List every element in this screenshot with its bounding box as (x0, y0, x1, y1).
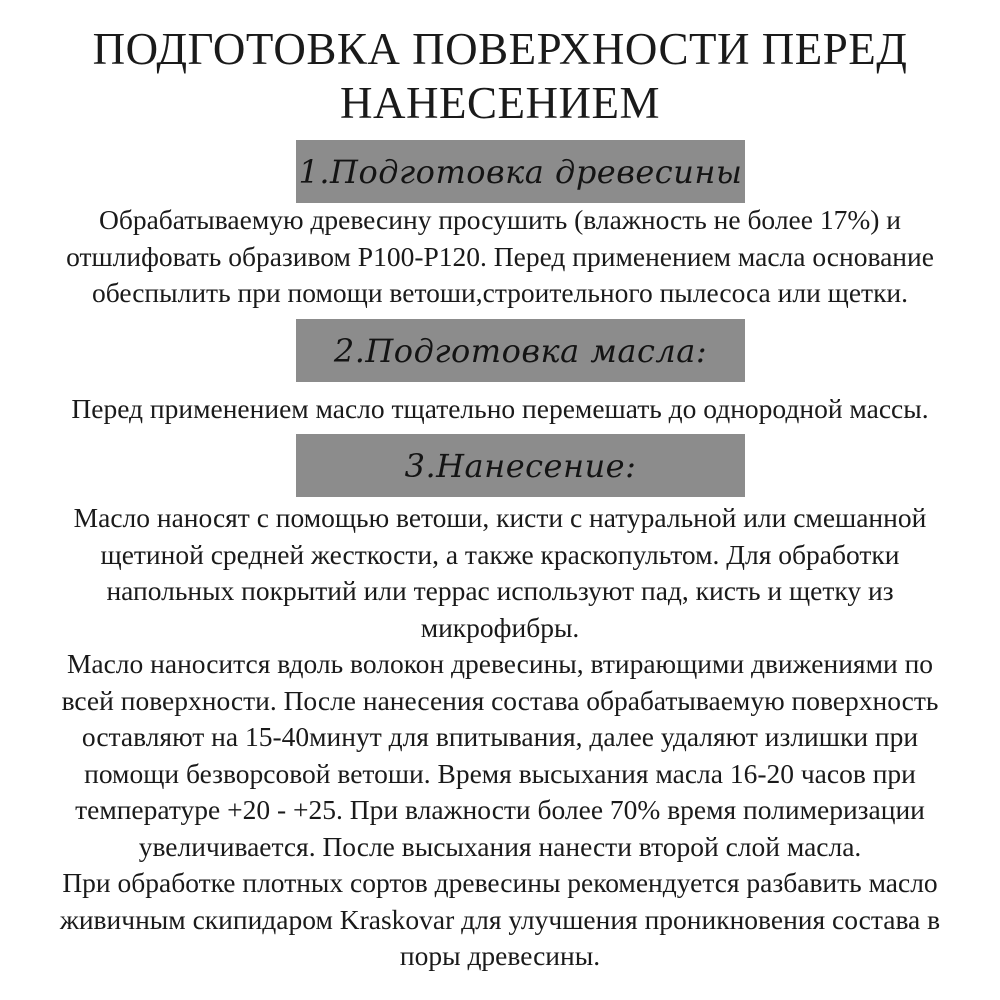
section-1-line: отшлифовать образивом Р100-Р120. Перед применением масла основание (66, 240, 934, 272)
section-3-line: При обработке плотных сортов древесины рекомендуется разбавить масло (62, 867, 938, 898)
section-3-heading-bar (296, 434, 745, 497)
section-3-line: температуре +20 - +25. При влажности более 70% время полимеризации (75, 794, 925, 825)
section-2-text (0, 391, 1000, 428)
section-2-heading-bar (296, 319, 745, 382)
page-title (0, 22, 1000, 130)
section-3-line: оставляют на 15-40минут для впитывания, далее удаляют излишки при (81, 721, 919, 752)
section-3-line: поры древесины. (399, 940, 601, 971)
section-3-line: Масло наносится вдоль волокон древесины, втирающими движениями по (66, 648, 934, 679)
section-3-line: живичным скипидаром Kraskovar для улучшения проникновения состава в (59, 903, 941, 935)
section-3-line: напольных покрытий или террас используют пад, кисть и щетку из (106, 575, 894, 606)
page-title-line-2: НАНЕСЕНИЕМ (340, 78, 660, 128)
section-3-line: помощи безворсовой ветоши. Время высыхания масла 16-20 часов при (84, 757, 916, 789)
section-1-line: обеспылить при помощи ветоши,строительного пылесоса или щетки. (91, 277, 909, 308)
section-1-line: Обрабатываемую древесину просушить (влажность не более 17%) и (99, 204, 901, 235)
section-2-heading: 2.Подготовка масла: (333, 331, 708, 370)
section-2-line: Перед применением масло тщательно перемешать до однородной массы. (71, 393, 929, 424)
section-1-text (0, 202, 1000, 312)
section-3-heading: 3.Нанесение: (404, 446, 637, 485)
section-3-text (0, 500, 1000, 975)
section-3-line: щетиной средней жесткости, а также краскопультом. Для обработки (100, 538, 900, 570)
section-3-line: увеличивается. После высыхания нанести второй слой масла. (138, 830, 862, 862)
section-3-line: микрофибры. (420, 611, 580, 643)
page-title-line-1: ПОДГОТОВКА ПОВЕРХНОСТИ ПЕРЕД (92, 24, 908, 74)
section-1-heading-bar (296, 140, 745, 203)
section-3-line: Масло наносят с помощью ветоши, кисти с натуральной или смешанной (73, 502, 927, 533)
section-3-line: всей поверхности. После нанесения состава обрабатываемую поверхность (61, 684, 939, 716)
section-1-heading: 1.Подготовка древесины (298, 152, 743, 191)
